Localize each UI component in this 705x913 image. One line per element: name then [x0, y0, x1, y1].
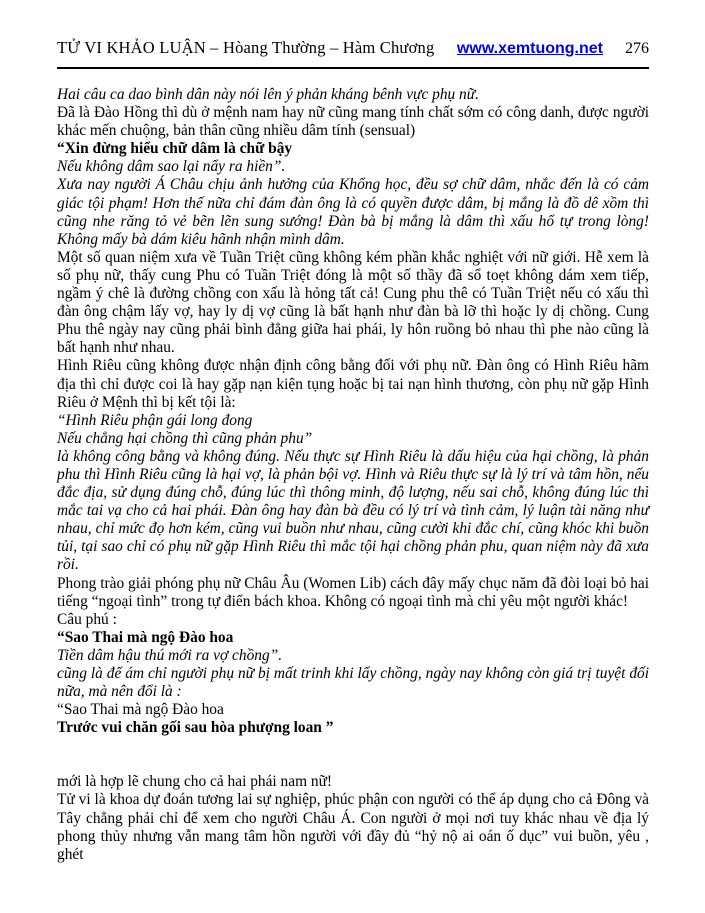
document-title: TỬ VI KHẢO LUẬN – Hòang Thường – Hàm Chương — [57, 38, 435, 57]
paragraph-9: Nếu chẳng hại chồng thì cũng phản phu” — [57, 429, 313, 447]
paragraph-6: Một số quan niệm xưa về Tuần Triệt cũng không kém phần khắc nghiệt với nữ giới. Hễ xem là số phụ nữ, thấy cung Phu có Tuần Triệt đóng là một số thầy đã sổ toẹt không dám xem tiếp, ngầm ý chê là đường chồng con xấu là hỏng tất cả! Cung phu thê có Tuần Triệt nếu có xấu thì đàn ông chậm lấy vợ, hay ly dị vợ cũng là bất hạnh như đàn bà lỡ thì hoặc ly dị chồng. Cung Phu thê ngày nay cũng phải bình đẳng giữa hai phái, ly hôn ruồng bỏ nhau thì phe nào cũng là bất hạnh như nhau. — [57, 248, 649, 357]
paragraph-12: Câu phú : — [57, 610, 117, 628]
paragraph-10: là không công bằng và không đúng. Nếu thực sự Hình Riêu là dấu hiệu của hại chồng, là phản phu thì Hình Riêu cũng là hại vợ, là phản bội vợ. Hình và Riêu thực sự là lý trí và tâm hồn, nếu đắc địa, sử dụng đúng chỗ, đúng lúc thì thông minh, độ lượng, nếu sai chỗ, không đúng lúc thì mắc tai vạ cho cả hai phái. Đàn ông hay đàn bà đều có lý trí và tình cảm, lý luận tài năng như nhau, chỉ mức đọ hơn kém, cũng vui buồn như nhau, cũng cười khi đắc chí, cũng khóc khi buồn tủi, tại sao chỉ có phụ nữ gặp Hình Riêu thì mắc tội hại chồng phản phu, quan niệm này đã xưa rồi. — [57, 447, 649, 574]
paragraph-14: Tiền dâm hậu thú mới ra vợ chồng”. — [57, 646, 283, 664]
document-body — [57, 86, 649, 864]
paragraph-16: “Sao Thai mà ngộ Đào hoa — [57, 701, 224, 719]
paragraph-4: Nếu không dâm sao lại nẩy ra hiền”. — [57, 158, 286, 176]
paragraph-8: “Hình Riêu phận gái long đong — [57, 411, 253, 429]
paragraph-3: “Xin đừng hiểu chữ dâm là chữ bậy — [57, 140, 293, 158]
website-link[interactable]: www.xemtuong.net — [456, 40, 603, 57]
paragraph-15: cũng là để ám chỉ người phụ nữ bị mất trinh khi lấy chồng, ngày nay không còn giá trị tuyệt đối nữa, mà nên đổi là : — [57, 665, 649, 701]
paragraph-7: Hình Riêu cũng không được nhận định công bằng đối với phụ nữ. Đàn ông có Hình Riêu hãm địa thì chỉ được coi là hay gặp nạn kiện tụng hoặc bị tai nạn hình thương, còn phụ nữ gặp Hình Riêu ở Mệnh thì bị kết tội là: — [57, 357, 649, 411]
paragraph-2: Đã là Đào Hồng thì dù ở mệnh nam hay nữ cũng mang tính chất sớm có công danh, được người khác mến chuộng, bản thân cũng nhiều dâm tính (sensual) — [57, 104, 649, 140]
page-number: 276 — [625, 40, 649, 57]
paragraph-19: Tử vi là khoa dự đoán tương lai sự nghiệp, phúc phận con người có thể áp dụng cho cả Đông và Tây chẳng phải chỉ để xem cho người Châu Á. Con người ở mọi nơi tuy khác nhau về địa lý phong thủy nhưng vẫn mang tâm hồn người với đầy đủ “hỷ nộ ai oán ố dục” vui buồn, yêu , ghét — [57, 791, 649, 863]
paragraph-18: mới là hợp lẽ chung cho cả hai phái nam nữ! — [57, 773, 333, 791]
paragraph-13: “Sao Thai mà ngộ Đào hoa — [57, 628, 234, 646]
paragraph-1: Hai câu ca dao bình dân này nói lên ý phản kháng bênh vực phụ nữ. — [57, 86, 479, 103]
page-header — [57, 38, 649, 69]
paragraph-17: Trước vui chăn gối sau hòa phượng loan ” — [57, 719, 334, 737]
paragraph-11: Phong trào giải phóng phụ nữ Châu Âu (Women Lib) cách đây mấy chục năm đã đòi loại bỏ hai tiếng “ngoại tình” trong tự điển bách khoa. Không có ngoại tình mà chỉ yêu một người khác! — [57, 574, 649, 610]
paragraph-5: Xưa nay người Á Châu chịu ảnh hưởng của Khổng học, đều sợ chữ dâm, nhắc đến là có cảm giác tội phạm! Hơn thế nữa chỉ đám đàn ông là có quyền được dâm, bị mắng là đồ dê xồm thì cũng nhe răng tỏ vẻ bẽn lẽn sung sướng! Đàn bà bị mắng là dâm thì xấu hổ tự trong lòng! Không mấy bà dám kiêu hãnh nhận mình dâm. — [57, 176, 649, 248]
